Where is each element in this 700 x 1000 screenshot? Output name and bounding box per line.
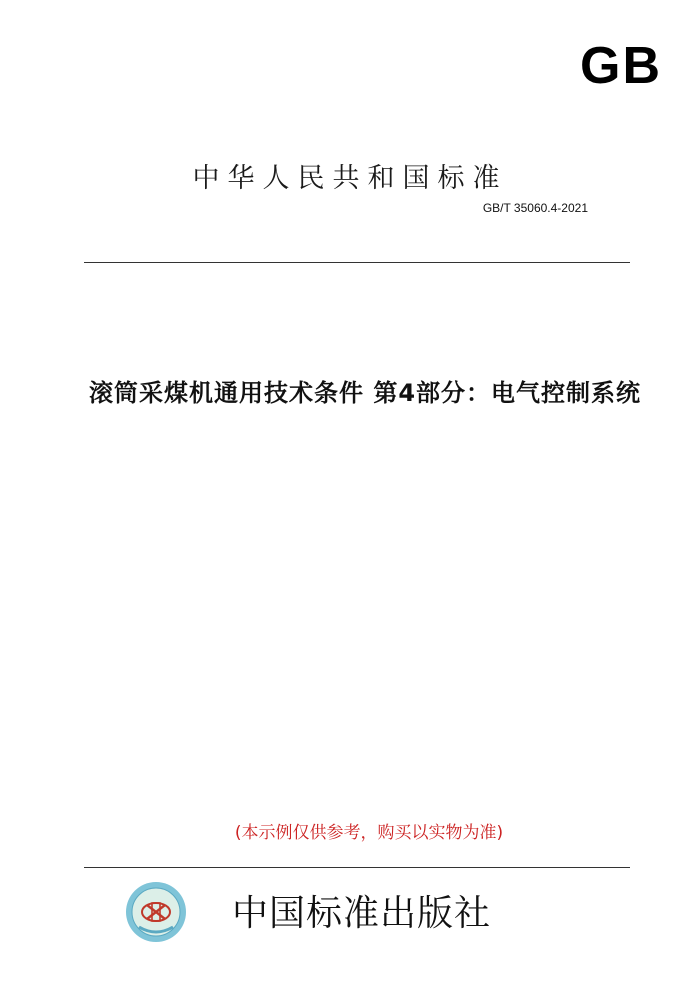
- standard-number: GB/T 35060.4-2021: [482, 201, 588, 215]
- publisher-name: 中国标准出版社: [232, 893, 492, 934]
- document-title: 滚筒采煤机通用技术条件 第4部分：电气控制系统: [88, 379, 642, 407]
- publisher-seal-icon: [125, 881, 187, 943]
- gb-logo: GB: [580, 37, 662, 95]
- standard-type-heading: 中华人民共和国标准: [192, 163, 508, 194]
- sample-disclaimer: (本示例仅供参考，购买以实物为准): [234, 823, 504, 843]
- top-divider: [84, 262, 630, 263]
- bottom-divider: [84, 867, 630, 868]
